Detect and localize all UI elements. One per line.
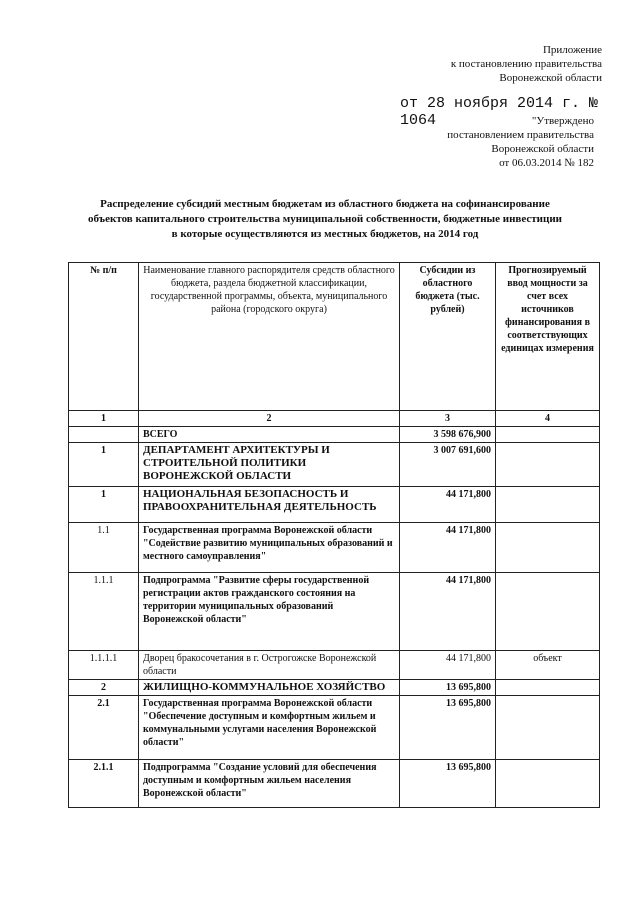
approved-line-4: от 06.03.2014 № 182 (499, 157, 594, 169)
column-number: 4 (496, 411, 600, 427)
subsidy-table (68, 262, 600, 808)
column-number: 3 (400, 411, 496, 427)
appendix-line-2: к постановлению правительства (450, 58, 602, 70)
table-row (69, 651, 600, 680)
row-amount: 44 171,800 (400, 523, 496, 573)
row-number: 1 (69, 487, 139, 523)
table-row (69, 696, 600, 760)
row-unit (496, 427, 600, 443)
approved-line-2: постановлением правительства (447, 129, 594, 141)
row-name: ВСЕГО (139, 427, 400, 443)
header-subsidy: Субсидии из областного бюджета (тыс. рублей) (400, 263, 496, 411)
row-name: ЖИЛИЩНО-КОММУНАЛЬНОЕ ХОЗЯЙСТВО (139, 680, 400, 696)
header-name: Наименование главного распорядителя средств областного бюджета, раздела бюджетной классификации, государственной программы, объекта, муниципального района (городского округа) (139, 263, 400, 411)
row-unit (496, 487, 600, 523)
row-number: 2.1.1 (69, 760, 139, 808)
table-row (69, 443, 600, 487)
row-amount: 13 695,800 (400, 680, 496, 696)
row-number: 1.1 (69, 523, 139, 573)
row-amount: 13 695,800 (400, 696, 496, 760)
row-name: ДЕПАРТАМЕНТ АРХИТЕКТУРЫ И СТРОИТЕЛЬНОЙ ПОЛИТИКИ ВОРОНЕЖСКОЙ ОБЛАСТИ (139, 443, 400, 487)
document-title (60, 197, 590, 242)
row-unit (496, 443, 600, 487)
header-capacity: Прогнозируемый ввод мощности за счет всех источников финансирования в соответствующих единицах измерения (496, 263, 600, 411)
appendix-line-1: Приложение (542, 44, 602, 56)
approved-block (334, 114, 594, 170)
row-name: Подпрограмма "Развитие сферы государственной регистрации актов гражданского состояния на территории муниципальных образований Воронежской области" (139, 573, 400, 651)
column-number-row (69, 411, 600, 427)
title-line-2: объектов капитального строительства муниципальной собственности, бюджетные инвестиции (87, 213, 563, 225)
row-name: Дворец бракосочетания в г. Острогожске Воронежской области (139, 651, 400, 680)
row-number: 2 (69, 680, 139, 696)
row-name: Государственная программа Воронежской области "Обеспечение доступным и комфортным жильем и коммунальными услугами населения Воронежской области" (139, 696, 400, 760)
row-number: 1.1.1 (69, 573, 139, 651)
row-number: 2.1 (69, 696, 139, 760)
table-row (69, 523, 600, 573)
table-row (69, 760, 600, 808)
approved-line-1: "Утверждено (531, 115, 594, 127)
appendix-line-3: Воронежской области (499, 72, 602, 84)
title-line-1: Распределение субсидий местным бюджетам из областного бюджета на софинансирование (100, 198, 550, 210)
row-unit (496, 523, 600, 573)
row-name: НАЦИОНАЛЬНАЯ БЕЗОПАСНОСТЬ И ПРАВООХРАНИТЕЛЬНАЯ ДЕЯТЕЛЬНОСТЬ (139, 487, 400, 523)
row-unit: объект (496, 651, 600, 680)
row-number: 1.1.1.1 (69, 651, 139, 680)
table-row (69, 487, 600, 523)
column-number: 2 (139, 411, 400, 427)
row-number: 1 (69, 443, 139, 487)
table-row (69, 427, 600, 443)
appendix-block (342, 43, 602, 85)
table-row (69, 680, 600, 696)
title-line-3: в которые осуществляются из местных бюджетов, на 2014 год (171, 228, 479, 240)
decree-stamp: от 28 ноября 2014 г. № 1064 (400, 95, 599, 129)
row-name: Государственная программа Воронежской области "Содействие развитию муниципальных образований и местного самоуправления" (139, 523, 400, 573)
row-unit (496, 760, 600, 808)
row-unit (496, 696, 600, 760)
row-amount: 44 171,800 (400, 651, 496, 680)
row-amount: 3 598 676,900 (400, 427, 496, 443)
row-number (69, 427, 139, 443)
row-name: Подпрограмма "Создание условий для обеспечения доступным и комфортным жильем населения Воронежской области" (139, 760, 400, 808)
row-unit (496, 573, 600, 651)
row-amount: 44 171,800 (400, 573, 496, 651)
approved-line-3: Воронежской области (491, 143, 594, 155)
header-number: № п/п (69, 263, 139, 411)
table-header-row (69, 263, 600, 411)
row-amount: 44 171,800 (400, 487, 496, 523)
row-amount: 13 695,800 (400, 760, 496, 808)
row-amount: 3 007 691,600 (400, 443, 496, 487)
column-number: 1 (69, 411, 139, 427)
table-row (69, 573, 600, 651)
row-unit (496, 680, 600, 696)
